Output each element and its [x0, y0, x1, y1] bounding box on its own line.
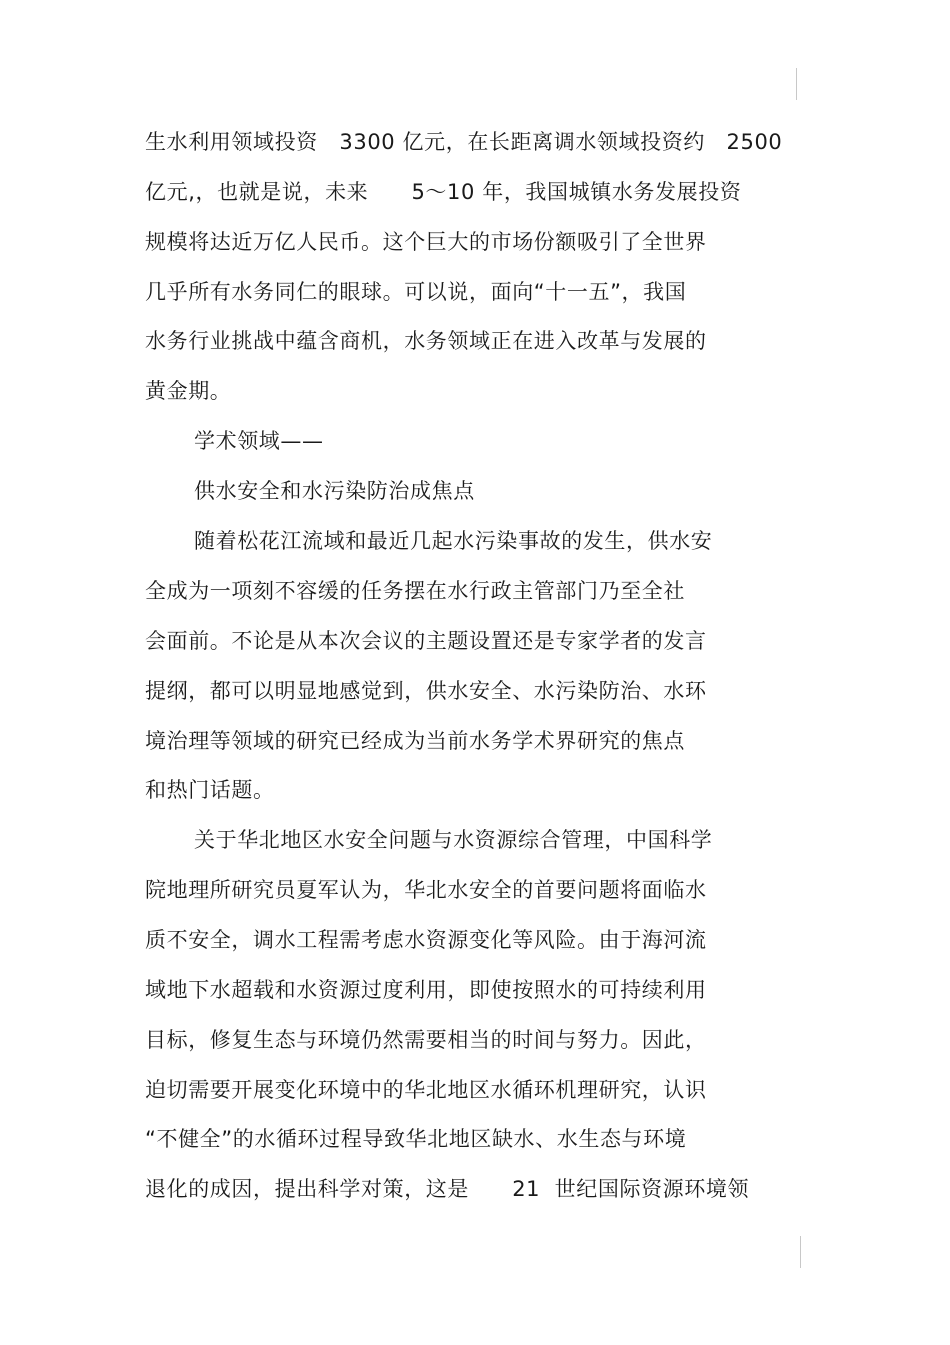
text-line: 退化的成因，提出科学对策，这是 21 世纪国际资源环境领	[145, 1177, 750, 1201]
text-line: 会面前。不论是从本次会议的主题设置还是专家学者的发言	[145, 629, 707, 653]
text-line: 提纲，都可以明显地感觉到，供水安全、水污染防治、水环	[145, 679, 707, 703]
text-line: 关于华北地区水安全问题与水资源综合管理，中国科学	[194, 828, 713, 852]
text-line: 随着松花江流域和最近几起水污染事故的发生，供水安	[194, 529, 713, 553]
text-line: 域地下水超载和水资源过度利用，即使按照水的可持续利用	[145, 978, 707, 1002]
text-line: 质不安全，调水工程需考虑水资源变化等风险。由于海河流	[145, 928, 707, 952]
text-line: 院地理所研究员夏军认为，华北水安全的首要问题将面临水	[145, 878, 707, 902]
text-line: 境治理等领域的研究已经成为当前水务学术界研究的焦点	[145, 729, 685, 753]
page-corner-mark-top	[796, 68, 797, 100]
text-line: 迫切需要开展变化环境中的华北地区水循环机理研究，认识	[145, 1078, 707, 1102]
text-line: 几乎所有水务同仁的眼球。可以说，面向“十一五”，我国	[145, 280, 687, 304]
text-line: 目标，修复生态与环境仍然需要相当的时间与努力。因此，	[145, 1028, 707, 1052]
text-line: “不健全”的水循环过程导致华北地区缺水、水生态与环境	[145, 1127, 687, 1151]
text-line: 黄金期。	[145, 379, 232, 403]
section-heading: 学术领域——	[194, 429, 324, 453]
text-line: 亿元,，也就是说，未来 5～10 年，我国城镇水务发展投资	[145, 180, 742, 204]
text-line: 水务行业挑战中蕴含商机，水务领域正在进入改革与发展的	[145, 329, 707, 353]
page-corner-mark-bottom	[800, 1236, 801, 1268]
text-line: 和热门话题。	[145, 778, 275, 802]
section-subheading: 供水安全和水污染防治成焦点	[194, 479, 475, 503]
text-line: 生水利用领域投资 3300 亿元，在长距离调水领域投资约 2500	[145, 130, 783, 154]
text-line: 全成为一项刻不容缓的任务摆在水行政主管部门乃至全社	[145, 579, 685, 603]
text-line: 规模将达近万亿人民币。这个巨大的市场份额吸引了全世界	[145, 230, 707, 254]
